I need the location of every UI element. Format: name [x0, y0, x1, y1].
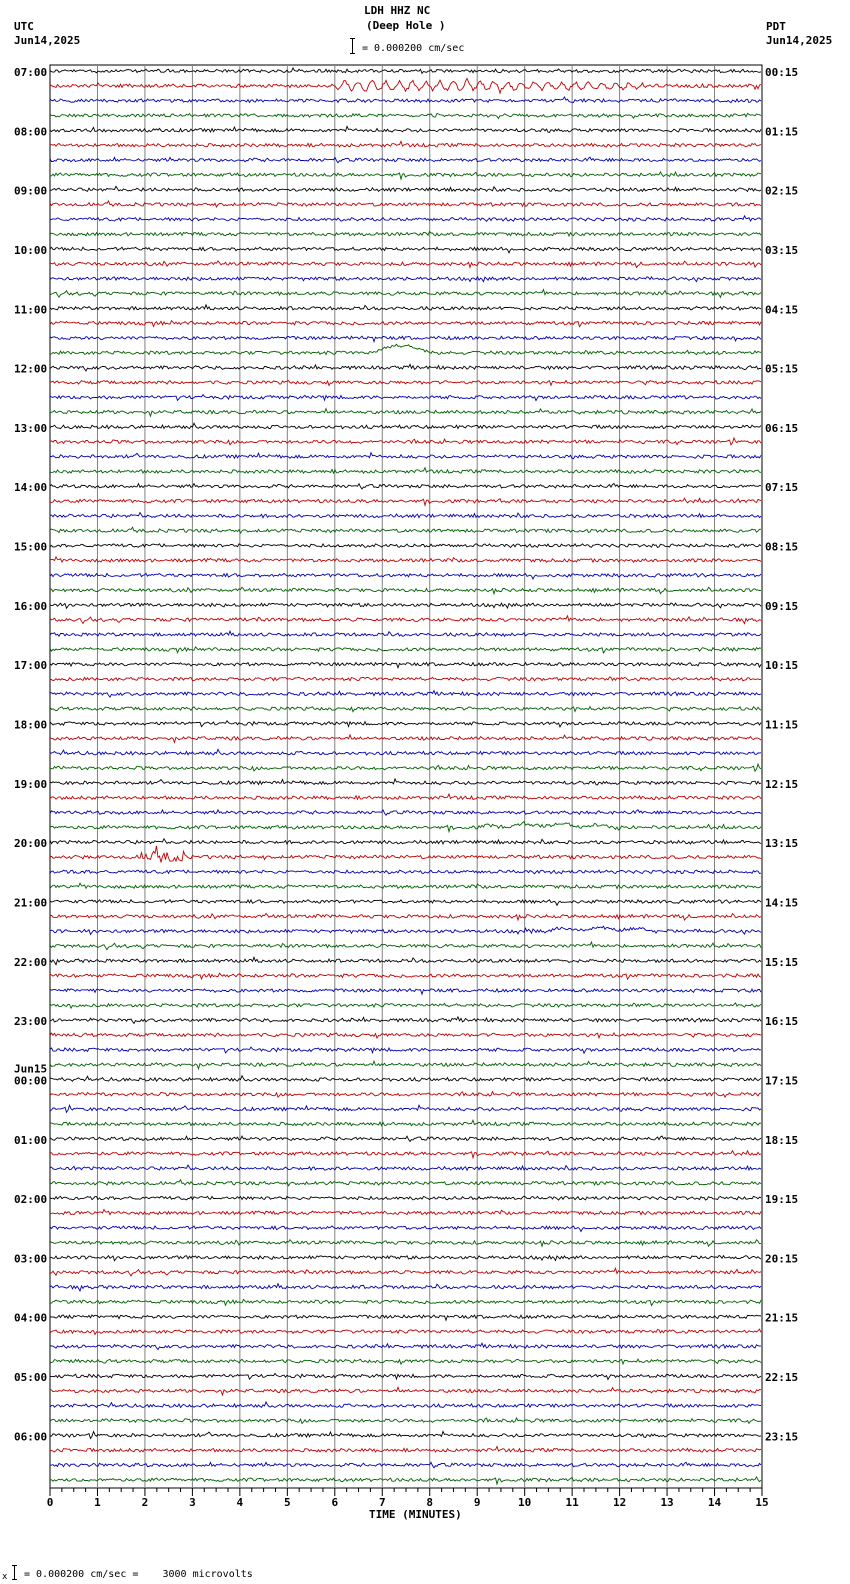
trace-line: [50, 1180, 761, 1186]
trace-line: [50, 1033, 761, 1038]
station-title: LDH HHZ NC: [364, 4, 431, 17]
hour-label-left: 12:00: [14, 362, 48, 376]
trace-line: [50, 1268, 761, 1276]
trace-line: [50, 900, 761, 906]
x-tick-label: 6: [331, 1496, 339, 1509]
time-axis: [14, 66, 798, 1509]
hour-label-left: 16:00: [14, 599, 48, 613]
hour-label-left: 06:00: [14, 1430, 48, 1444]
trace-line: [50, 749, 761, 755]
trace-line: [50, 1151, 761, 1158]
hour-label-right: 02:15: [765, 184, 799, 198]
hour-label-right: 13:15: [765, 837, 799, 851]
trace-line: [50, 1105, 761, 1112]
trace-line: [50, 1315, 761, 1320]
trace-line: [50, 513, 761, 518]
x-tick-label: 7: [378, 1496, 386, 1509]
trace-line: [50, 261, 761, 268]
station-location: (Deep Hole ): [366, 19, 446, 32]
x-tick-label: 5: [284, 1496, 291, 1509]
left-date: Jun14,2025: [14, 34, 81, 47]
hour-label-left: 09:00: [14, 184, 48, 198]
trace-line: [50, 484, 761, 490]
trace-line: [50, 973, 761, 979]
x-tick-label: 12: [612, 1496, 627, 1509]
hour-label-right: 08:15: [765, 540, 799, 554]
hour-label-right: 20:15: [765, 1252, 799, 1266]
trace-line: [50, 721, 761, 727]
trace-line: [50, 172, 761, 179]
hour-label-right: 09:15: [765, 599, 799, 613]
x-tick-label: 14: [707, 1496, 722, 1509]
x-tick-label: 15: [755, 1496, 769, 1509]
trace-line: [50, 344, 761, 354]
hour-label-left: 00:00: [14, 1074, 48, 1088]
hour-label-right: 17:15: [765, 1074, 799, 1088]
trace-line: [50, 587, 761, 594]
hour-label-left: 19:00: [14, 777, 48, 791]
trace-line: [50, 68, 761, 74]
trace-line: [50, 1418, 761, 1424]
hour-label-left: 18:00: [14, 718, 48, 732]
trace-line: [50, 321, 761, 327]
hour-label-left: 03:00: [14, 1252, 48, 1266]
hour-label-left: 21:00: [14, 896, 48, 910]
hour-label-right: 01:15: [765, 125, 799, 139]
hour-label-left: 01:00: [14, 1133, 48, 1147]
trace-line: [50, 1462, 761, 1468]
hour-label-right: 11:15: [765, 718, 799, 732]
hour-label-right: 06:15: [765, 421, 799, 435]
hour-label-right: 23:15: [765, 1430, 799, 1444]
trace-line: [50, 735, 761, 743]
x-axis-label: TIME (MINUTES): [369, 1508, 462, 1521]
trace-line: [50, 1447, 761, 1453]
trace-line: [50, 1402, 761, 1408]
trace-line: [50, 544, 761, 548]
trace-line: [50, 1092, 761, 1098]
trace-line: [50, 231, 761, 236]
trace-line: [50, 97, 761, 103]
trace-line: [50, 1387, 761, 1395]
hour-label-right: 19:15: [765, 1193, 799, 1207]
trace-line: [50, 157, 761, 163]
trace-line: [50, 1477, 761, 1484]
scale-text: = 0.000200 cm/sec: [362, 43, 465, 54]
x-tick-label: 10: [518, 1496, 532, 1509]
trace-line: [50, 574, 761, 580]
trace-line: [50, 423, 761, 429]
x-tick-label: 8: [426, 1496, 434, 1509]
trace-line: [50, 1284, 761, 1291]
trace-line: [50, 870, 761, 874]
hour-label-left: 02:00: [14, 1193, 48, 1207]
trace-line: [50, 1359, 761, 1364]
hour-label-left: 13:00: [14, 421, 48, 435]
trace-line: [50, 794, 761, 800]
right-timezone: PDT: [766, 20, 786, 33]
trace-line: [50, 1136, 761, 1142]
footer-marker: x: [2, 1572, 8, 1582]
trace-line: [50, 1256, 761, 1261]
trace-line: [50, 1373, 761, 1379]
hour-label-left: 15:00: [14, 540, 48, 554]
trace-line: [50, 1299, 761, 1305]
trace-line: [50, 305, 761, 310]
trace-line: [50, 1047, 761, 1053]
trace-line: [50, 557, 761, 562]
trace-line: [50, 1017, 761, 1024]
hour-label-left: 05:00: [14, 1371, 48, 1385]
trace-line: [50, 810, 761, 815]
trace-line: [50, 186, 761, 191]
trace-line: [50, 926, 761, 934]
seismogram-traces: [50, 68, 761, 1484]
left-timezone: UTC: [14, 20, 34, 33]
hour-label-left: 17:00: [14, 659, 48, 673]
trace-line: [50, 395, 761, 401]
trace-line: [50, 647, 761, 653]
trace-line: [50, 1196, 761, 1200]
hour-label-right: 18:15: [765, 1133, 799, 1147]
x-tick-label: 2: [141, 1496, 149, 1509]
trace-line: [50, 126, 761, 132]
x-tick-label: 11: [565, 1496, 579, 1509]
hour-label-right: 04:15: [765, 303, 799, 317]
trace-line: [50, 822, 761, 832]
hour-label-left: 08:00: [14, 125, 48, 139]
hour-label-right: 14:15: [765, 896, 799, 910]
trace-line: [50, 1226, 761, 1232]
trace-line: [50, 1061, 761, 1069]
trace-line: [50, 942, 761, 950]
trace-line: [50, 603, 761, 608]
trace-line: [50, 78, 761, 93]
hour-label-left: 04:00: [14, 1311, 48, 1325]
trace-line: [50, 707, 761, 712]
trace-line: [50, 914, 761, 921]
trace-line: [50, 527, 761, 533]
hour-label-right: 15:15: [765, 955, 799, 969]
hour-label-right: 12:15: [765, 777, 799, 791]
hour-label-right: 21:15: [765, 1311, 799, 1325]
trace-line: [50, 989, 761, 994]
trace-line: [50, 691, 761, 697]
trace-line: [50, 113, 761, 118]
trace-line: [50, 290, 761, 298]
x-tick-label: 3: [189, 1496, 196, 1509]
trace-line: [50, 764, 761, 771]
hour-label-right: 05:15: [765, 362, 799, 376]
hour-label-left: 23:00: [14, 1015, 48, 1029]
trace-line: [50, 1165, 761, 1170]
trace-line: [50, 677, 761, 681]
trace-line: [50, 779, 761, 785]
trace-line: [50, 498, 761, 505]
trace-line: [50, 1003, 761, 1008]
trace-line: [50, 364, 761, 371]
hour-label-right: 07:15: [765, 481, 799, 495]
date-change-label: Jun15: [14, 1062, 48, 1076]
hour-label-right: 03:15: [765, 243, 799, 257]
trace-line: [50, 1343, 761, 1349]
hour-label-left: 22:00: [14, 955, 48, 969]
trace-line: [50, 468, 761, 474]
x-tick-label: 1: [94, 1496, 101, 1509]
trace-line: [50, 663, 761, 668]
trace-line: [50, 957, 761, 964]
footer-scale-text: = 0.000200 cm/sec = 3000 microvolts: [24, 1569, 253, 1580]
x-tick-label: 13: [660, 1496, 674, 1509]
trace-line: [50, 453, 761, 459]
x-tick-label: 0: [46, 1496, 54, 1509]
trace-line: [50, 1240, 761, 1247]
trace-line: [50, 846, 761, 863]
trace-line: [50, 216, 761, 221]
hour-label-left: 10:00: [14, 243, 48, 257]
trace-line: [50, 1076, 761, 1082]
trace-line: [50, 1432, 761, 1439]
trace-line: [50, 1329, 761, 1334]
hour-label-right: 22:15: [765, 1371, 799, 1385]
x-tick-label: 9: [473, 1496, 481, 1509]
trace-line: [50, 438, 761, 445]
trace-line: [50, 839, 761, 844]
trace-line: [50, 631, 761, 636]
trace-line: [50, 1210, 761, 1215]
trace-line: [50, 277, 761, 282]
trace-line: [50, 247, 761, 253]
hour-label-right: 10:15: [765, 659, 799, 673]
hour-label-right: 16:15: [765, 1015, 799, 1029]
x-tick-label: 4: [236, 1496, 244, 1509]
trace-line: [50, 409, 761, 417]
right-date: Jun14,2025: [766, 34, 833, 47]
trace-line: [50, 336, 761, 341]
trace-line: [50, 883, 761, 888]
hour-label-right: 00:15: [765, 66, 799, 79]
trace-line: [50, 141, 761, 147]
trace-line: [50, 616, 761, 624]
hour-label-left: 11:00: [14, 303, 48, 317]
trace-line: [50, 380, 761, 385]
trace-line: [50, 201, 761, 207]
hour-label-left: 20:00: [14, 837, 48, 851]
hour-label-left: 07:00: [14, 66, 48, 79]
hour-label-left: 14:00: [14, 481, 48, 495]
trace-line: [50, 1120, 761, 1126]
